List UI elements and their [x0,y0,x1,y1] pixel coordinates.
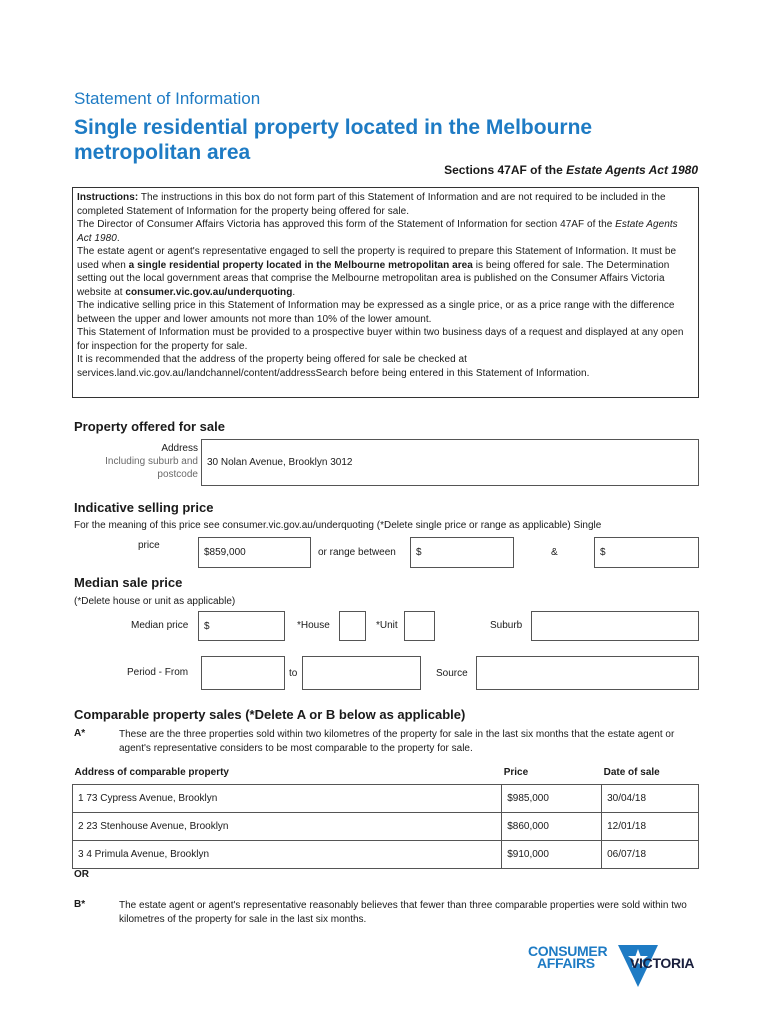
option-a-label: A* [74,728,86,739]
option-a-text: These are the three properties sold within two kilometres of the property for sale in the last six months that the estate agent or agent's representative considers to be most comparable to the property for sale. [119,729,675,754]
table-row [73,812,699,840]
single-price-field[interactable]: $859,000 [198,537,311,568]
consumer-affairs-victoria-logo [528,945,703,990]
instructions-p3a: The estate agent or agent's representative engaged to sell the property is required to prepare this Statement of Information. It must be used when [77,246,677,271]
or-label: OR [74,869,89,880]
row-date[interactable]: 30/04/18 [602,784,699,812]
instructions-p2b: Estate Agents Act 1980 [77,219,678,244]
comparable-heading: Comparable property sales (*Delete A or B below as applicable) [74,707,466,722]
range-to-field[interactable]: $ [594,537,699,568]
table-row [73,784,699,812]
option-b-label: B* [74,899,86,910]
period-to-field[interactable] [302,656,421,690]
supertitle: Statement of Information [74,89,261,108]
instructions-p2a: The Director of Consumer Affairs Victoria has approved this form of the Statement of Information for section 47AF of the [77,219,616,230]
column-price: Price [503,767,529,779]
sections-prefix: Sections 47AF of the [444,163,567,177]
instructions-box [72,187,699,398]
median-price-label: Median price [131,620,189,631]
suburb-field[interactable] [531,611,699,641]
median-price-field[interactable]: $ [198,611,285,641]
row-date[interactable]: 06/07/18 [602,840,699,868]
unit-checkbox[interactable] [404,611,435,641]
period-from-field[interactable] [201,656,285,690]
logo-line3: VICTORIA [630,955,695,971]
row-price[interactable]: $860,000 [502,812,602,840]
row-address[interactable]: 1 73 Cypress Avenue, Brooklyn [73,784,502,812]
instructions-p3d: consumer.vic.gov.au/underquoting [125,286,293,298]
table-row [73,840,699,868]
indicative-note: For the meaning of this price see consumer.vic.gov.au/underquoting (*Delete single price or range as applicable) Single [74,520,602,531]
address-label-line3: postcode [157,469,198,480]
column-address: Address of comparable property [74,767,229,779]
sections-reference [444,163,698,177]
period-from-label: Period - From [127,667,189,678]
address-field[interactable]: 30 Nolan Avenue, Brooklyn 3012 [201,439,699,486]
indicative-heading: Indicative selling price [74,500,214,515]
period-to-label: to [289,668,298,679]
address-label-line2: Including suburb and [105,456,198,467]
single-price-label: price [138,540,160,551]
row-price[interactable]: $910,000 [502,840,602,868]
instructions-p3c: is being offered for sale. The Determination setting out the local government areas that comprise the Melbourne metropolitan area is published on the Consumer Affairs Victoria website at [77,259,670,298]
source-label: Source [436,668,468,679]
address-label-line1: Address [161,443,198,454]
range-label: or range between [318,547,396,558]
column-date: Date of sale [603,767,660,779]
instructions-label: Instructions: [77,192,139,203]
comparable-table-header [73,766,699,784]
instructions-p2c: . [116,232,120,244]
comparable-table [72,766,699,869]
instructions-p4: The indicative selling price in this Statement of Information may be expressed as a single price, or as a price range with the difference between the upper and lower amounts not more than 10% of the lower amount. [77,300,675,325]
house-checkbox[interactable] [339,611,366,641]
address-label [80,442,198,481]
median-heading: Median sale price [74,575,183,590]
sections-act: Estate Agents Act 1980 [566,163,698,177]
row-date[interactable]: 12/01/18 [602,812,699,840]
instructions-p5: This Statement of Information must be provided to a prospective buyer within two business days of a request and displayed at any open for inspection for the property for sale. [77,327,684,352]
instructions-p3e: . [292,286,296,298]
page-title: Single residential property located in the Melbourne metropolitan area [74,116,593,164]
logo-line2: AFFAIRS [537,955,595,971]
suburb-label: Suburb [490,620,523,631]
range-amp: & [551,547,558,558]
source-field[interactable] [476,656,699,690]
house-label: *House [297,620,330,631]
property-heading: Property offered for sale [74,419,225,434]
median-note: (*Delete house or unit as applicable) [74,596,236,607]
unit-label: *Unit [376,620,398,631]
instructions-p6: It is recommended that the address of the property being offered for sale be checked at services.land.vic.gov.au/landchannel/content/addressSearch before being entered in this Statement of Information. [77,354,590,379]
row-address[interactable]: 3 4 Primula Avenue, Brooklyn [73,840,502,868]
row-price[interactable]: $985,000 [502,784,602,812]
logo-line1: CONSUMER [528,943,608,959]
instructions-p3b: a single residential property located in the Melbourne metropolitan area [128,259,473,271]
range-from-field[interactable]: $ [410,537,514,568]
option-b-text: The estate agent or agent's representative reasonably believes that fewer than three comparable properties were sold within two kilometres of the property for sale in the last six months. [119,900,687,925]
instructions-p1: The instructions in this box do not form part of this Statement of Information and are not required to be included in the completed Statement of Information for the property being offered for sale. [77,192,666,217]
row-address[interactable]: 2 23 Stenhouse Avenue, Brooklyn [73,812,502,840]
